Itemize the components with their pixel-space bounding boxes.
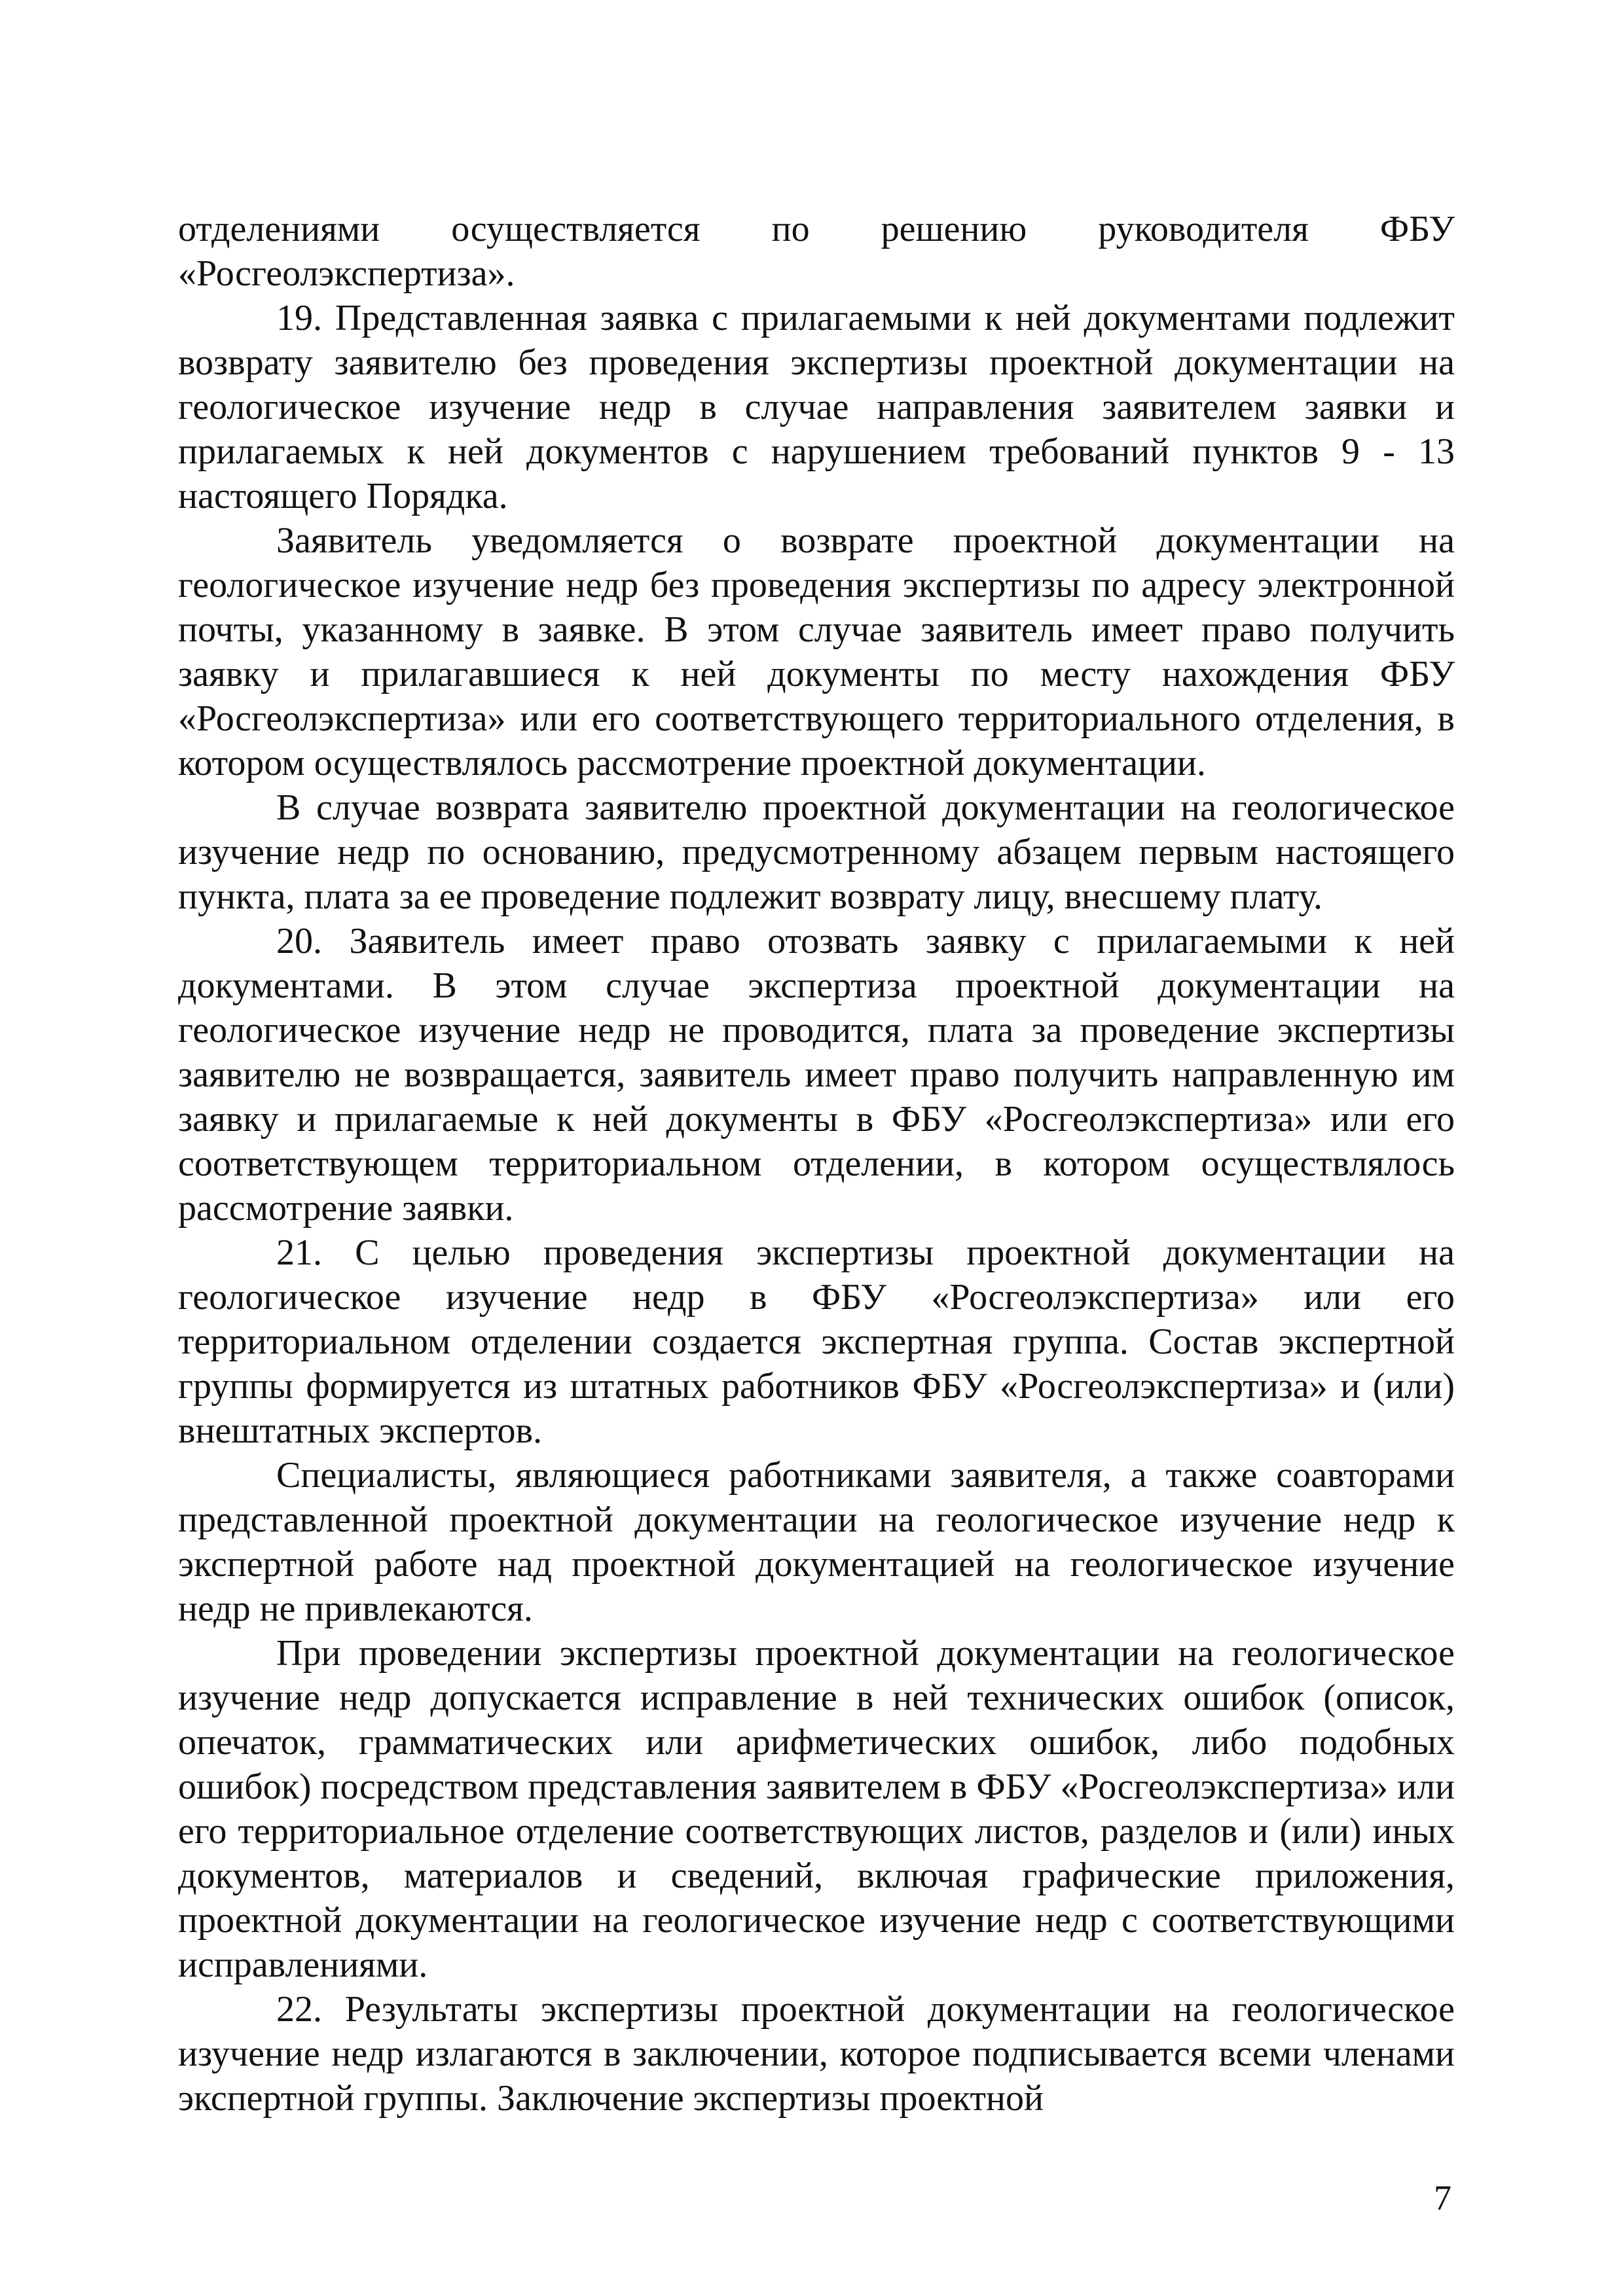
document-body (178, 207, 1455, 2121)
paragraph-4: В случае возврата заявителю проектной документации на геологическое изучение недр по основанию, предусмотренному абзацем первым настоящего пункта, плата за ее проведение подлежит возврату лицу, внесшему плату. (178, 787, 1455, 917)
paragraph-7: Специалисты, являющиеся работниками заявителя, а также соавторами представленной проектной документации на геологическое изучение недр к экспертной работе над проектной документацией на геологическое изучение недр не привлекаются. (178, 1455, 1455, 1629)
paragraph-6: 21. С целью проведения экспертизы проектной документации на геологическое изучение недр в ФБУ «Росгеолэкспертиза» или его территориальном отделении создается экспертная группа. Состав экспертной группы формируется из штатных работников ФБУ «Росгеолэкспертиза» и (или) внештатных экспертов. (178, 1232, 1455, 1451)
paragraph-3: Заявитель уведомляется о возврате проектной документации на геологическое изучение недр без проведения экспертизы по адресу электронной почты, указанному в заявке. В этом случае заявитель имеет право получить заявку и прилагавшиеся к ней документы по месту нахождения ФБУ «Росгеолэкспертиза» или его соответствующего территориального отделения, в котором осуществлялось рассмотрение проектной документации. (178, 520, 1455, 783)
paragraph-2: 19. Представленная заявка с прилагаемыми к ней документами подлежит возврату заявителю без проведения экспертизы проектной документации на геологическое изучение недр в случае направления заявителем заявки и прилагаемых к ней документов с нарушением требований пунктов 9 - 13 настоящего Порядка. (178, 298, 1455, 516)
paragraph-9: 22. Результаты экспертизы проектной документации на геологическое изучение недр излагаются в заключении, которое подписывается всеми членами экспертной группы. Заключение экспертизы проектной (178, 1989, 1455, 2119)
paragraph-1: отделениями осуществляется по решению руководителя ФБУ «Росгеолэкспертиза». (178, 209, 1455, 294)
paragraph-8: При проведении экспертизы проектной документации на геологическое изучение недр допускается исправление в ней технических ошибок (описок, опечаток, грамматических или арифметических ошибок, либо подобных ошибок) посредством представления заявителем в ФБУ «Росгеолэкспертиза» или его территориальное отделение соответствующих листов, разделов и (или) иных документов, материалов и сведений, включая графические приложения, проектной документации на геологическое изучение недр с соответствующими исправлениями. (178, 1633, 1455, 1985)
page-number: 7 (1434, 2178, 1451, 2217)
paragraph-5: 20. Заявитель имеет право отозвать заявку с прилагаемыми к ней документами. В этом случае экспертиза проектной документации на геологическое изучение недр не проводится, плата за проведение экспертизы заявителю не возвращается, заявитель имеет право получить направленную им заявку и прилагаемые к ней документы в ФБУ «Росгеолэкспертиза» или его соответствующем территориальном отделении, в котором осуществлялось рассмотрение заявки. (178, 921, 1455, 1229)
